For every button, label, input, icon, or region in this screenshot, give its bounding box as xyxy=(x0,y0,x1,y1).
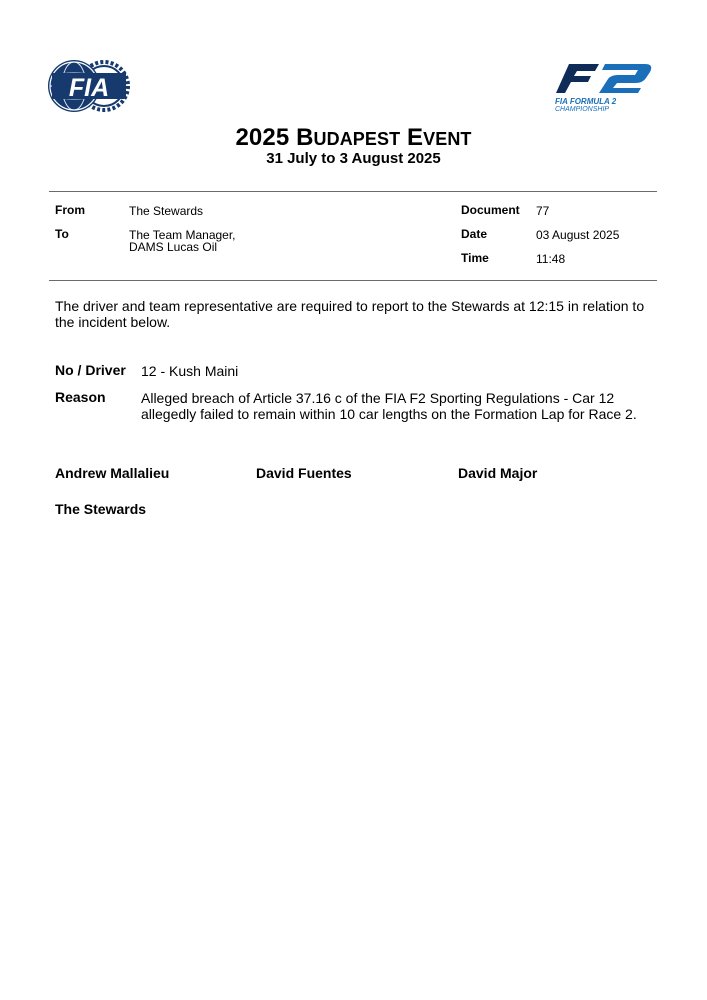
title-word2-initial: E xyxy=(407,124,424,151)
reason-line2: allegedly failed to remain within 10 car lengths on the Formation Lap for Race 2. xyxy=(141,406,637,422)
intro-text: The driver and team representative are required to report to the Stewards at 12:15 in relation to the incident below. xyxy=(55,298,645,330)
fia-logo-text: FIA xyxy=(68,74,110,102)
to-value-line2: DAMS Lucas Oil xyxy=(129,240,218,254)
to-value-line1: The Team Manager, xyxy=(129,228,236,242)
steward-name: Andrew Mallalieu xyxy=(55,465,170,481)
to-label: To xyxy=(55,227,69,241)
from-label: From xyxy=(55,203,85,217)
time-value: 11:48 xyxy=(536,252,566,266)
reason-line1: Alleged breach of Article 37.16 c of the FIA F2 Sporting Regulations - Car 12 xyxy=(141,390,615,406)
event-title xyxy=(0,124,707,152)
header-top-rule xyxy=(49,191,657,192)
date-label: Date xyxy=(461,227,488,241)
event-dates: 31 July to 3 August 2025 xyxy=(266,150,441,167)
driver-value: 12 - Kush Maini xyxy=(141,363,239,379)
driver-label: No / Driver xyxy=(55,362,126,378)
document-label: Document xyxy=(461,203,520,217)
signoff: The Stewards xyxy=(55,501,147,517)
steward-name: David Fuentes xyxy=(256,465,352,481)
reason-label: Reason xyxy=(55,389,106,405)
document-value: 77 xyxy=(536,204,550,218)
title-word1-initial: B xyxy=(296,124,314,151)
title-word1-rest: UDAPEST xyxy=(313,129,401,149)
header-bottom-rule xyxy=(49,280,657,281)
time-label: Time xyxy=(461,251,489,265)
title-word2-rest: VENT xyxy=(423,129,472,149)
fia-logo xyxy=(46,57,132,115)
f2-logo-line1: FIA FORMULA 2 xyxy=(555,97,617,106)
date-value: 03 August 2025 xyxy=(536,228,620,242)
steward-name: David Major xyxy=(458,465,538,481)
f2-logo xyxy=(553,60,657,112)
title-year: 2025 xyxy=(235,124,290,151)
from-value: The Stewards xyxy=(129,204,204,218)
f2-logo-line2: CHAMPIONSHIP xyxy=(555,106,610,112)
